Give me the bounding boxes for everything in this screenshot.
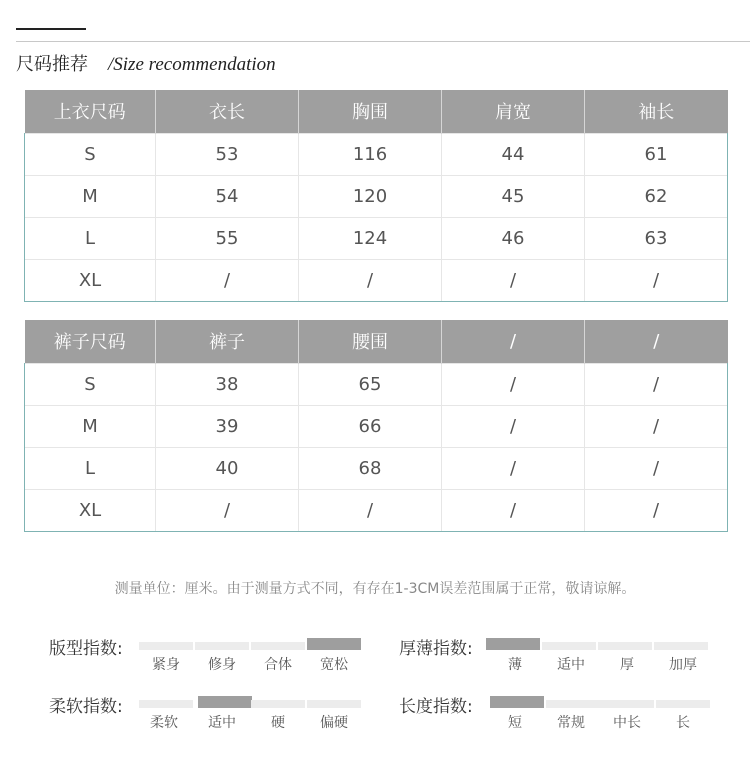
table-cell: /: [585, 489, 728, 531]
size-cell: M: [25, 175, 156, 217]
table-row: [25, 175, 728, 217]
table-cell: /: [585, 447, 728, 489]
table-cell: 116: [299, 133, 442, 175]
table-cell: /: [585, 363, 728, 405]
table-row: [25, 259, 728, 301]
length-bar-3: [656, 700, 710, 708]
thickness-option: 厚: [620, 657, 634, 673]
thickness-bar-0: [486, 638, 540, 650]
table-cell: 45: [442, 175, 585, 217]
tops-size-table: [24, 90, 728, 302]
fit-option: 合体: [264, 657, 292, 673]
heading-accent-line: [16, 28, 86, 30]
fit-bar-0: [139, 642, 193, 650]
size-cell: L: [25, 217, 156, 259]
length-option: 常规: [557, 715, 585, 731]
fit-option: 紧身: [152, 657, 180, 673]
thickness-option: 薄: [508, 657, 522, 673]
length-option: 长: [676, 715, 690, 731]
table-cell: 120: [299, 175, 442, 217]
table-cell: /: [442, 405, 585, 447]
table-cell: 66: [299, 405, 442, 447]
size-cell: S: [25, 133, 156, 175]
measurement-note: 测量单位：厘米。由于测量方式不同，有存在1-3CM误差范围属于正常，敬请谅解。: [114, 581, 636, 597]
fit-index-label: 版型指数:: [49, 639, 123, 659]
length-bar-1: [546, 700, 600, 708]
thickness-bar-2: [598, 642, 652, 650]
table-cell: 38: [156, 363, 299, 405]
table-cell: 55: [156, 217, 299, 259]
table-cell: 39: [156, 405, 299, 447]
softness-option: 柔软: [150, 715, 178, 731]
table-cell: /: [442, 363, 585, 405]
table-cell: /: [442, 259, 585, 301]
length-option: 短: [508, 715, 522, 731]
table-cell: 54: [156, 175, 299, 217]
heading-divider: [16, 41, 750, 42]
softness-option: 偏硬: [320, 715, 348, 731]
fit-option: 宽松: [320, 657, 348, 673]
heading-title-cn: 尺码推荐: [16, 54, 88, 75]
size-cell: XL: [25, 489, 156, 531]
fit-bar-1: [195, 642, 249, 650]
table-cell: 46: [442, 217, 585, 259]
header-cell: 胸围: [299, 90, 442, 133]
size-cell: S: [25, 363, 156, 405]
table-cell: /: [585, 405, 728, 447]
softness-index-label: 柔软指数:: [49, 697, 123, 717]
header-cell: 肩宽: [442, 90, 585, 133]
table-cell: 124: [299, 217, 442, 259]
pants-size-table: [24, 320, 728, 532]
table-row: [25, 133, 728, 175]
table-cell: 62: [585, 175, 728, 217]
thickness-option: 加厚: [669, 657, 697, 673]
header-cell: /: [442, 320, 585, 363]
thickness-index-label: 厚薄指数:: [399, 639, 473, 659]
length-bar-2: [600, 700, 654, 708]
thickness-option: 适中: [557, 657, 585, 673]
table-row: [25, 489, 728, 531]
section-heading: [16, 50, 276, 74]
table-header-row: [25, 90, 728, 133]
table-row: [25, 447, 728, 489]
softness-bar-1: [198, 696, 252, 708]
header-cell: /: [585, 320, 728, 363]
header-cell: 上衣尺码: [25, 90, 156, 133]
table-row: [25, 363, 728, 405]
table-header-row: [25, 320, 728, 363]
table-cell: 65: [299, 363, 442, 405]
softness-bar-2: [251, 700, 305, 708]
table-cell: /: [585, 259, 728, 301]
length-index-label: 长度指数:: [399, 697, 473, 717]
header-cell: 裤子: [156, 320, 299, 363]
table-cell: 63: [585, 217, 728, 259]
table-cell: /: [299, 489, 442, 531]
table-cell: /: [156, 489, 299, 531]
softness-bar-0: [139, 700, 193, 708]
table-cell: 61: [585, 133, 728, 175]
table-cell: /: [299, 259, 442, 301]
heading-title-en: /Size recommendation: [108, 54, 276, 75]
fit-option: 修身: [208, 657, 236, 673]
table-row: [25, 405, 728, 447]
fit-bar-3: [307, 638, 361, 650]
size-cell: XL: [25, 259, 156, 301]
thickness-bar-1: [542, 642, 596, 650]
fit-bar-2: [251, 642, 305, 650]
softness-bar-3: [307, 700, 361, 708]
table-cell: 68: [299, 447, 442, 489]
length-bar-0: [490, 696, 544, 708]
table-cell: /: [442, 447, 585, 489]
table-cell: /: [156, 259, 299, 301]
table-cell: /: [442, 489, 585, 531]
size-cell: M: [25, 405, 156, 447]
table-cell: 53: [156, 133, 299, 175]
table-cell: 44: [442, 133, 585, 175]
header-cell: 袖长: [585, 90, 728, 133]
table-cell: 40: [156, 447, 299, 489]
length-option: 中长: [613, 715, 641, 731]
softness-option: 适中: [208, 715, 236, 731]
size-cell: L: [25, 447, 156, 489]
table-row: [25, 217, 728, 259]
header-cell: 腰围: [299, 320, 442, 363]
softness-option: 硬: [271, 715, 285, 731]
header-cell: 衣长: [156, 90, 299, 133]
thickness-bar-3: [654, 642, 708, 650]
header-cell: 裤子尺码: [25, 320, 156, 363]
